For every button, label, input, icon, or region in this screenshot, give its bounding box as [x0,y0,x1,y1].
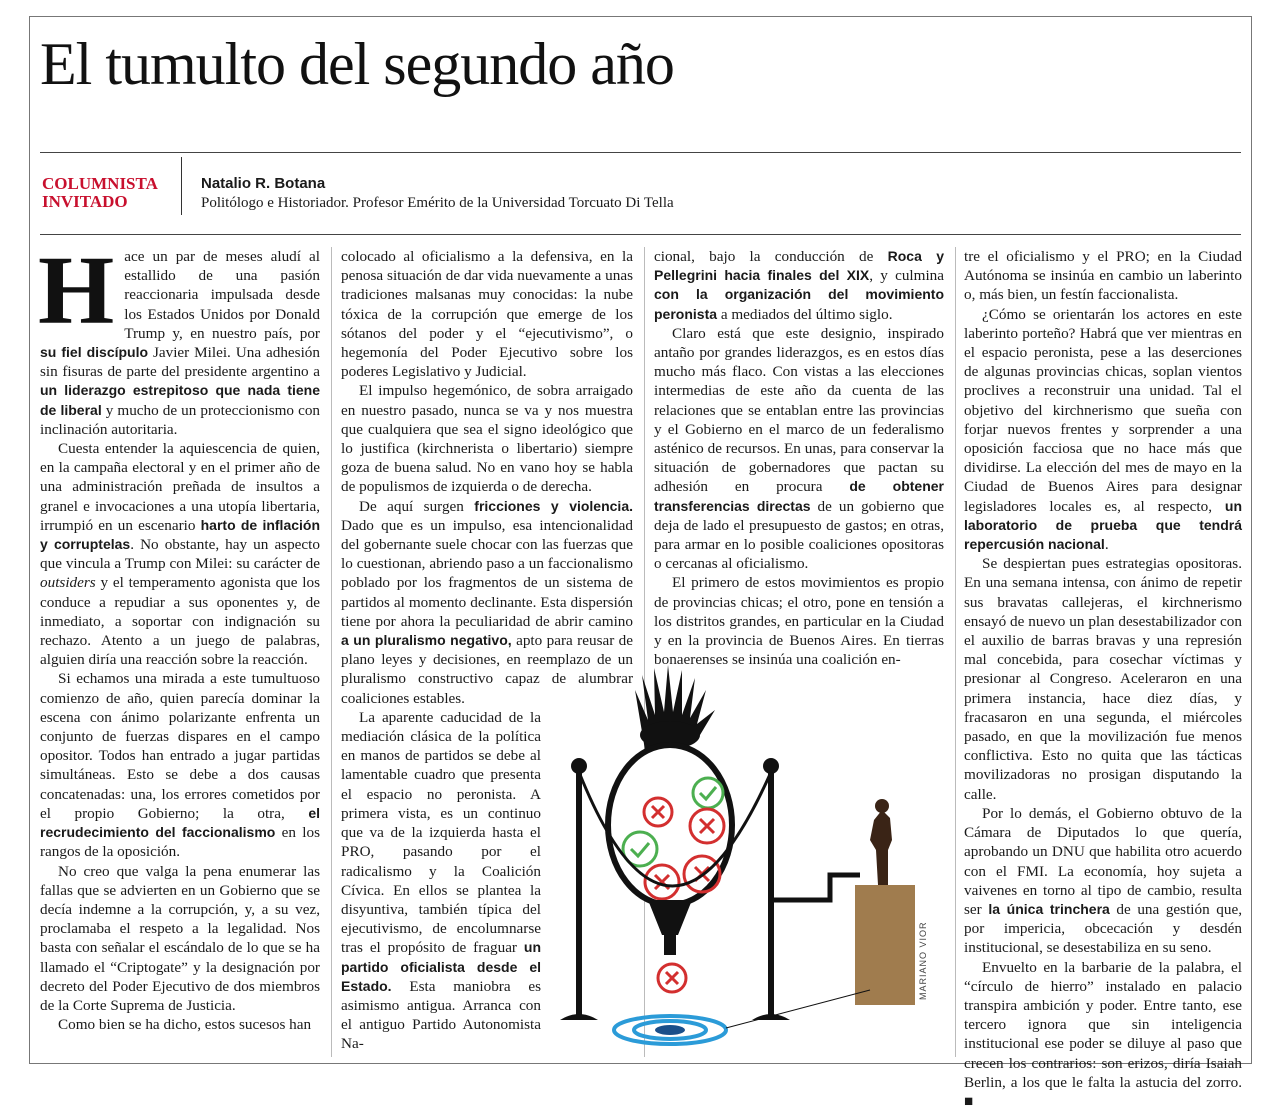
paragraph: Claro está que este designio, inspirado antaño por grandes liderazgos, es en estos días mucho más flaco. Con vistas a las elecciones intermedias de este año da cuenta de las relaciones que se entablan entre las provincias y el Gobierno en el marco de un federalismo asténico de recursos. En unas, para conservar la situación de gobernadores que pactan su adhesión en procura de obtener transferencias directas de un gobierno que deja de lado el presupuesto de gastos; en otras, para armar en lo posible coaliciones opositoras o cercanas al oficialismo. [654,324,945,573]
paragraph: Envuelto en la barbarie de la palabra, el “círculo de hierro” instalado en palacio transpira ambición y poder. Entre tanto, ese tercero ignora que sin inteligencia institucional ese poder se diluye al paso que crecen los contrarios: son erizos, diría Isaiah Berlin, a los que le falta la astucia del zorro. ■ [964,958,1242,1110]
oval-frame [608,745,732,905]
sun-rays [635,665,715,750]
article-column-4 [964,247,1242,1111]
paragraph: El primero de estos movimientos es propio de provincias chicas; el otro, pone en tensión a los distritos grandes, en particular en la Ciudad y en la provincia de Buenos Aires. En tierras bonaerenses se insinúa una coalición en- [654,574,944,669]
paragraph: El impulso hegemónico, de sobra arraigado en nuestro pasado, nunca se va y nos muestra que cualquiera que sea el signo ideológico que lo justifica (kirchnerista o libertario) siempre goza de buena salud. No en vano hoy se habla de populismos de izquierda o de derecha. [341,382,633,496]
paragraph: De aquí surgen fricciones y violencia. Dado que es un impulso, esa intencionalidad del gobernante suele chocar con las fuerzas que lo cuestionan, abriendo paso a un faccionalismo poblado por los fragmentos de un sistema de partidos al momento declinante. Esta dispersión tiene por ahora la peculiaridad de abrir camino a un pluralismo negativo, apto para reusar de plano leyes y decisiones, en reemplazo de un pluralismo constructivo capaz de alumbrar coaliciones estables. [341,497,634,707]
stanchion [560,758,598,1020]
paragraph: Cuesta entender la aquiescencia de quien, en la campaña electoral y en el primer año de una administración preñada de insultos a granel e invocaciones a una utopía libertaria, irrumpió en un escenario harto de inflación y corruptelas. No obstante, hay un aspecto que vincula a Trump con Milei: su carácter de outsiders y el temperamento agonista que los conduce a repudiar a sus oponentes y, de inmediato, a soportar con indignación su rechazo. Atento a un juego de palabras, alguien diría una reacción sobre la reacción. [40,440,321,669]
paragraph: Si echamos una mirada a este tumultuoso comienzo de año, quien parecía dominar la escena con ánimo polarizante enfrenta un conjunto de fuerzas dispares en el campo opositor. Todos han entrado a jugar partidas simultáneas. Esto se debe a dos causas concatenadas: una, los errores cometidos por el propio Gobierno; la otra, el recrudecimiento del faccionalismo en los rangos de la oposición. [40,670,321,861]
paragraph: Hace un par de meses aludí al estallido de una pasión reaccionaria impulsada desde los Estados Unidos por Donald Trump y, en nuestro país, por su fiel discípulo Javier Milei. Una adhesión sin fisuras de parte del presidente argentino a un liderazgo estrepitoso que nada tiene de liberal y mucho de un proteccionismo con inclinación autoritaria. [38,237,321,438]
target [614,1016,726,1044]
drop-cap: H [38,237,115,345]
lever [774,875,860,900]
column-divider [331,247,332,1057]
author-bio: Politólogo e Historiador. Profesor Emérito de la Universidad Torcuato Di Tella [201,195,674,211]
end-mark: ■ [964,1092,974,1110]
paragraph: Por lo demás, el Gobierno obtuvo de la Cámara de Diputados lo que quería, aprobando un DNU que habilita otro acuerdo con el FMI. La economía, hoy sujeta a vaivenes en torno al tipo de cambio, resulta ser la única trinchera de una gestión que, por impericia, obcecación y desdén institucional, se desestabiliza en su seno. [964,804,1243,957]
paragraph: ¿Cómo se orientarán los actores en este laberinto porteño? Habrá que ver mientras en el espacio peronista, pese a las deserciones de algunas provincias chicas, soplan vientos proclives a reconstruir una unidad. Tal el objetivo del kirchnerismo que sueña con forjar nuevos frentes y sorprender a una oposición facciosa que no hace más que dividirse. La elección del mes de mayo en la Ciudad de Buenos Aires para designar legisladores locales es, al respecto, un laboratorio de prueba que tendrá repercusión nacional. [964,305,1242,554]
article-column-3 [654,247,944,669]
pedestal [855,885,915,1005]
paragraph: cional, bajo la conducción de Roca y Pellegrini hacia finales del XIX, y culmina con la organización del movimiento peronista a mediados del último siglo. [654,248,945,323]
paragraph: La aparente caducidad de la mediación clásica de la política en manos de partidos se debe al lamentable cuadro que presenta el espacio no peronista. A primera vista, es un continuo que va de la izquierda hasta el PRO, pasando por el radicalismo y la Coalición Cívica. En ellos se plantea la disyuntiva, también típica del ejecutivismo, de encolumnarse tras el propósito de fraguar un partido oficialista desde el Estado. Esta maniobra es asimismo antigua. Arranca con el antiguo Partido Autonomista Na- [341,708,542,1053]
kicker-divider [181,157,182,215]
headline: El tumulto del segundo año [40,31,674,97]
kicker-line-1: COLUMNISTA [42,174,158,193]
illustration-credit: MARIANO VIOR [918,921,928,1000]
paragraph: Como bien se ha dicho, estos sucesos han [58,1016,312,1034]
article-column-1 [38,237,321,1034]
funnel [648,900,692,935]
illustration [530,660,930,1055]
column-divider [955,247,956,1057]
cross-icon [658,964,686,992]
paragraph: Se despiertan pues estrategias opositoras. En una semana intensa, con ánimo de repetir sus bravatas callejeras, el kirchnerismo ensayó de nuevo un plan desestabilizador con el auxilio de barras bravas y una represión mal concebida, para cosechar víctimas y presionar al Congreso. Aceleraron en una primera instancia, hace diez días, y fracasaron en una segunda, el miércoles pasado, en que la movilización fue menos conflictiva. Esto no quita que las tácticas movilizadoras no prosigan disputando la calle. [964,555,1242,803]
author-name: Natalio R. Botana [201,175,326,192]
section-kicker [42,175,158,211]
byline-rule [40,234,1241,235]
paragraph: colocado al oficialismo a la defensiva, en la penosa situación de dar vida nuevamente a unas tradiciones malsanas muy conocidas: la nube tóxica de la corrupción que emerge de los sótanos del poder y el “ejecutivismo”, o hegemonía del Poder Ejecutivo sobre los poderes Legislativo y Judicial. [341,248,633,381]
paragraph: tre el oficialismo y el PRO; en la Ciudad Autónoma se insinúa en cambio un laberinto o, más bien, un festín faccionalista. [964,248,1242,304]
paragraph: No creo que valga la pena enumerar las fallas que se advierten en un Gobierno que se decía indemne a la corrupción, y, a su vez, proclamaba el respeto a la legalidad. Nos basta con señalar el escándalo de lo que se ha llamado el “Criptogate” y la designación por decreto del Poder Ejecutivo de dos miembros de la Corte Suprema de Justicia. [40,862,320,1014]
kicker-line-2: INVITADO [42,192,128,211]
header-rule [40,152,1241,153]
figure [870,810,892,885]
